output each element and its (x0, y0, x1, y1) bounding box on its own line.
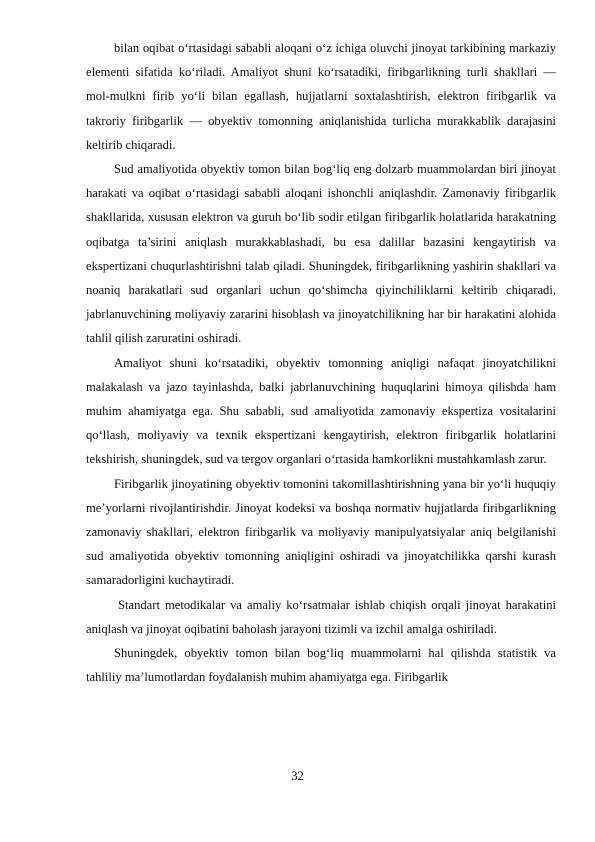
paragraph-1: bilan oqibat o‘rtasidagi sababli aloqani o‘z ichiga oluvchi jinoyat tarkibining markaziy elementi sifatida ko‘riladi. Amaliyot shuni ko‘rsatadiki, firibgarlikning turli shakllari — mol-mulkni firib yo‘li bilan egallash, hujjatlarni soxtalashtirish, elektron firibgarlik va takroriy firibgarlik — obyektiv tomonning aniqlanishida turlicha murakkablik darajasini keltirib chiqaradi. (86, 41, 556, 152)
paragraph-3: Amaliyot shuni ko‘rsatadiki, obyektiv tomonning aniqligi nafaqat jinoyatchilikni malakalash va jazo tayinlashda, balki jabrlanuvchining huquqlarini himoya qilishda ham muhim ahamiyatga ega. Shu sababli, sud amaliyotida zamonaviy ekspertiza vositalarini qo‘llash, moliyaviy va texnik ekspertizani kengaytirish, elektron firibgarlik holatlarini tekshirish, shuningdek, sud va tergov organlari o‘rtasida hamkorlikni mustahkamlash zarur. (86, 355, 556, 467)
paragraph-6: Shuningdek, obyektiv tomon bilan bog‘liq muammolarni hal qilishda statistik va tahliliy ma’lumotlardan foydalanish muhim ahamiyatga ega. Firibgarlik (86, 646, 556, 685)
page-number: 32 (291, 769, 304, 783)
paragraph-5: Standart metodikalar va amaliy ko‘rsatmalar ishlab chiqish orqali jinoyat harakatini aniqlash va jinoyat oqibatini baholash jarayoni tizimli va izchil amalga oshiriladi. (86, 597, 556, 636)
paragraph-4: Firibgarlik jinoyatining obyektiv tomonini takomillashtirishning yana bir yo‘li huquqiy me’yorlarni rivojlantirishdir. Jinoyat kodeksi va boshqa normativ hujjatlarda firibgarlikning zamonaviy shakllari, elektron firibgarlik va moliyaviy manipulyatsiyalar aniq belgilanishi sud amaliyotida obyektiv tomonning aniqligini oshiradi va jinoyatchilikka qarshi kurash samaradorligini kuchaytiradi. (86, 476, 556, 588)
page-body (86, 36, 556, 689)
paragraph-2: Sud amaliyotida obyektiv tomon bilan bog‘liq eng dolzarb muammolardan biri jinoyat harakati va oqibat o‘rtasidagi sababli aloqani ishonchli aniqlashdir. Zamonaviy firibgarlik shakllarida, xususan elektron va guruh bo‘lib sodir etilgan firibgarlik holatlarida harakatning oqibatga ta’sirini aniqlash murakkablashadi, bu esa dalillar bazasini kengaytirish va ekspertizani chuqurlashtirishni talab qiladi. Shuningdek, firibgarlikning yashirin shakllari va noaniq harakatlari sud organlari uchun qo‘shimcha qiyinchiliklarni keltirib chiqaradi, jabrlanuvchining moliyaviy zararini hisoblash va jinoyatchilikning har bir harakatini alohida tahlil qilish zaruratini oshiradi. (86, 162, 556, 346)
